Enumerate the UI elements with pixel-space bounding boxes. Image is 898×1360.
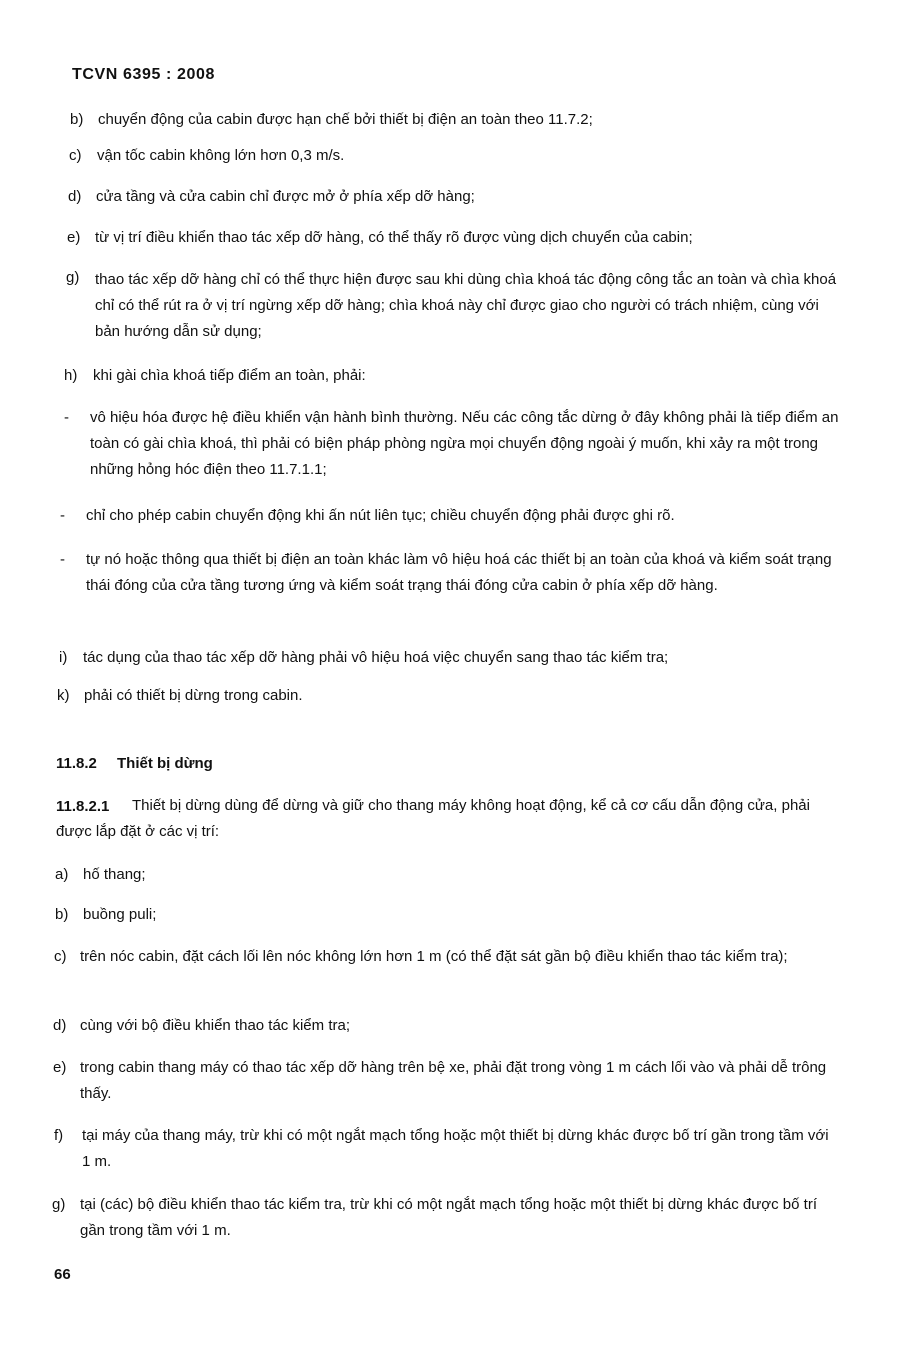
section-title: Thiết bị dừng — [117, 755, 213, 772]
list-item-text: từ vị trí điều khiển thao tác xếp dỡ hàng, có thể thấy rõ được vùng dịch chuyển của cabin; — [95, 229, 693, 246]
list-item-label: f) — [54, 1127, 64, 1144]
dash-bullet: - — [60, 507, 65, 524]
list-item-label: c) — [54, 948, 67, 965]
list-item-text: tại máy của thang máy, trừ khi có một ngắt mạch tổng hoặc một thiết bị dừng khác được bố trí gần trong tầm với 1 m. — [82, 1127, 829, 1170]
list-item-label: e) — [53, 1059, 67, 1076]
list-item-text: hố thang; — [83, 866, 146, 883]
dash-item-text: tự nó hoặc thông qua thiết bị điện an toàn khác làm vô hiệu hoá các thiết bị an toàn của khoá và kiểm soát trạng thái đóng của cửa tầng tương ứng và kiểm soát trạng thái đóng cửa cabin ở phía xếp dỡ hàng. — [86, 551, 832, 594]
list-item-label: g) — [66, 269, 80, 286]
list-item-text: tác dụng của thao tác xếp dỡ hàng phải vô hiệu hoá việc chuyển sang thao tác kiểm tra; — [83, 649, 669, 666]
clause-text: Thiết bị dừng dùng để dừng và giữ cho thang máy không hoạt động, kể cả cơ cấu dẫn động cửa, phải được lắp đặt ở các vị trí: — [56, 797, 810, 840]
list-item-label: d) — [53, 1017, 67, 1034]
list-item-label: a) — [55, 866, 69, 883]
list-item-text: khi gài chìa khoá tiếp điểm an toàn, phải: — [93, 367, 366, 384]
list-item-text: trên nóc cabin, đặt cách lối lên nóc không lớn hơn 1 m (có thể đặt sát gần bộ điều khiển thao tác kiểm tra); — [80, 948, 788, 965]
list-item-label: e) — [67, 229, 81, 246]
list-item-label: h) — [64, 367, 78, 384]
list-item-text: thao tác xếp dỡ hàng chỉ có thể thực hiện được sau khi dùng chìa khoá tác động công tắc an toàn và chìa khoá chỉ có thể rút ra ở vị trí ngừng xếp dỡ hàng; chìa khoá này chỉ được giao cho người có trách nhiệm, cùng với bản hướng dẫn sử dụng; — [95, 271, 837, 340]
list-item-text: cùng với bộ điều khiển thao tác kiểm tra; — [80, 1017, 350, 1034]
dash-bullet: - — [60, 551, 65, 568]
list-item-text: phải có thiết bị dừng trong cabin. — [84, 687, 303, 704]
dash-item-text: vô hiệu hóa được hệ điều khiển vận hành bình thường. Nếu các công tắc dừng ở đây không phải là tiếp điểm an toàn có gài chìa khoá, thì phải có biện pháp phòng ngừa mọi chuyển động ngoài ý muốn, khi xảy ra một trong những hỏng hóc điện theo 11.7.1.1; — [90, 409, 839, 478]
list-item-text: vận tốc cabin không lớn hơn 0,3 m/s. — [97, 147, 345, 164]
section-number: 11.8.2 — [56, 755, 97, 772]
list-item-label: i) — [59, 649, 68, 666]
list-item-label: c) — [69, 147, 82, 164]
list-item-text: tại (các) bộ điều khiển thao tác kiểm tra, trừ khi có một ngắt mạch tổng hoặc một thiết bị dừng khác được bố trí gần trong tầm với 1 m. — [80, 1196, 817, 1239]
dash-item-text: chỉ cho phép cabin chuyển động khi ấn nút liên tục; chiều chuyển động phải được ghi rõ. — [86, 507, 675, 524]
standard-header: TCVN 6395 : 2008 — [72, 66, 216, 83]
list-item-label: b) — [55, 906, 69, 923]
list-item-label: k) — [57, 687, 70, 704]
list-item-text: buồng puli; — [83, 906, 157, 923]
list-item-text: chuyển động của cabin được hạn chế bởi thiết bị điện an toàn theo 11.7.2; — [98, 111, 593, 128]
list-item-text: trong cabin thang máy có thao tác xếp dỡ hàng trên bệ xe, phải đặt trong vòng 1 m cách lối vào và phải dễ trông thấy. — [80, 1059, 827, 1102]
list-item-text: cửa tầng và cửa cabin chỉ được mở ở phía xếp dỡ hàng; — [96, 188, 475, 205]
dash-bullet: - — [64, 409, 69, 426]
list-item-label: g) — [52, 1196, 66, 1213]
list-item-label: b) — [70, 111, 84, 128]
page-number: 66 — [54, 1266, 71, 1283]
clause-number: 11.8.2.1 — [56, 798, 110, 815]
list-item-label: d) — [68, 188, 82, 205]
